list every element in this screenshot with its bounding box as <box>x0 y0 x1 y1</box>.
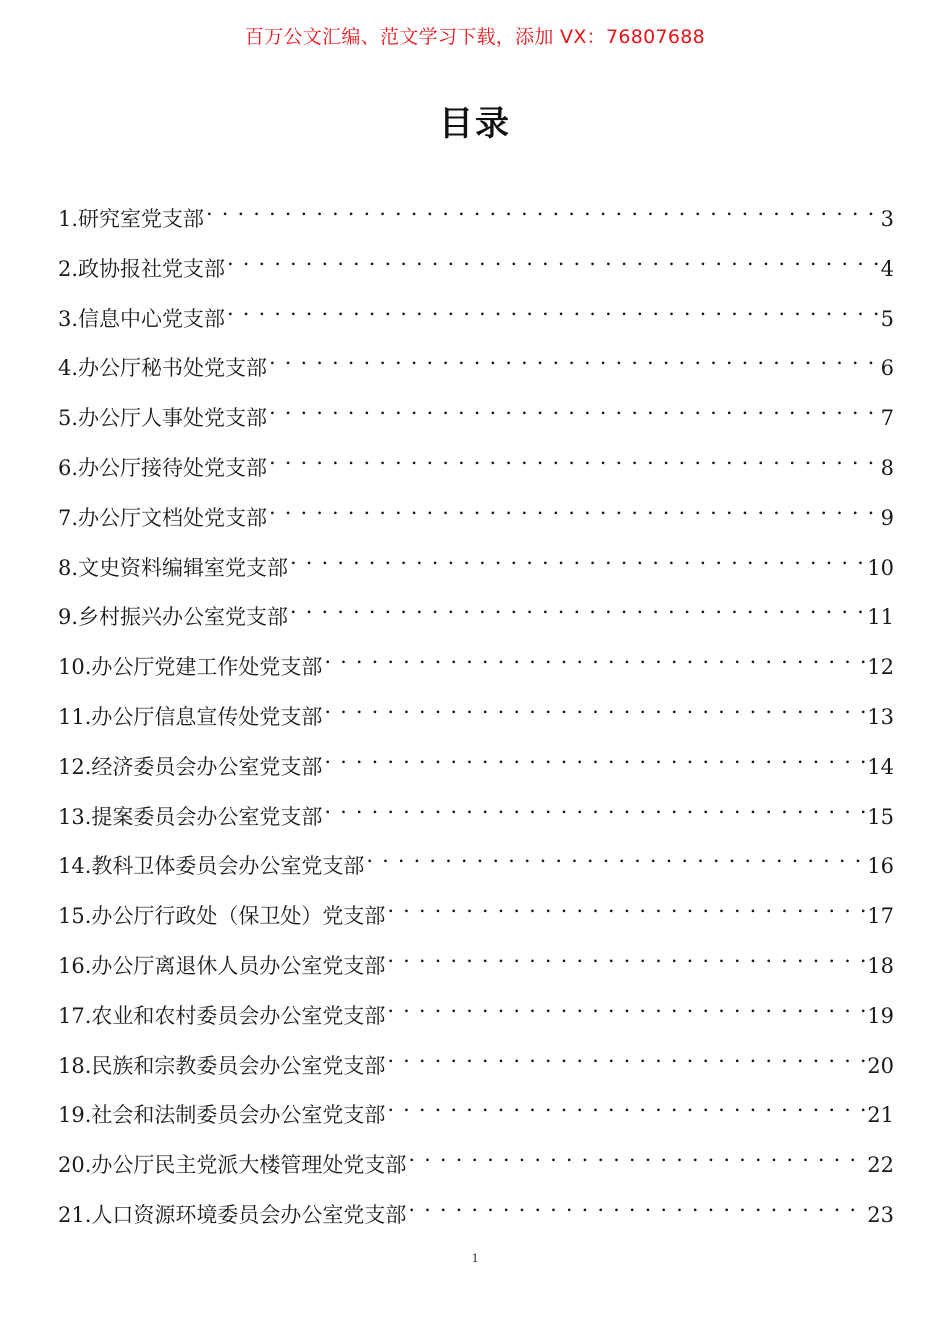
toc-entry[interactable] <box>58 638 894 688</box>
toc-entry-page: 17 <box>867 904 894 929</box>
toc-entry-page: 6 <box>880 356 894 381</box>
toc-entry-page: 5 <box>880 306 894 331</box>
page-title: 目录 <box>439 104 511 144</box>
header-banner: 百万公文汇编、范文学习下载，添加 VX：76807688 <box>244 26 706 48</box>
toc-entry-page: 13 <box>867 704 894 729</box>
toc-dot-leader <box>227 290 879 326</box>
toc-dot-leader <box>269 439 879 475</box>
toc-entry-label: 12.经济委员会办公室党支部 <box>58 754 323 779</box>
toc-dot-leader <box>387 1037 865 1073</box>
toc-entry-label: 13.提案委员会办公室党支部 <box>58 804 323 829</box>
toc-entry-label: 15.办公厅行政处（保卫处）党支部 <box>58 904 386 929</box>
toc-dot-leader <box>408 1186 865 1222</box>
toc-entry-page: 22 <box>867 1153 894 1178</box>
toc-entry-label: 20.办公厅民主党派大楼管理处党支部 <box>58 1153 407 1178</box>
toc-entry[interactable] <box>58 439 894 489</box>
page-number: 1 <box>471 1250 479 1265</box>
toc-entry-page: 14 <box>867 754 894 779</box>
toc-dot-leader <box>227 240 879 276</box>
toc-entry-page: 15 <box>867 804 894 829</box>
toc-dot-leader <box>324 738 865 774</box>
toc-entry[interactable] <box>58 738 894 788</box>
toc-entry[interactable] <box>58 788 894 838</box>
toc-dot-leader <box>269 489 879 525</box>
toc-entry-page: 12 <box>867 655 894 680</box>
toc-entry-label: 11.办公厅信息宣传处党支部 <box>58 704 323 729</box>
toc-entry-page: 8 <box>880 455 894 480</box>
table-of-contents <box>58 190 894 1236</box>
toc-dot-leader <box>387 1086 865 1122</box>
toc-entry-page: 16 <box>867 854 894 879</box>
toc-entry-page: 7 <box>880 406 894 431</box>
toc-entry[interactable] <box>58 1086 894 1136</box>
toc-entry-label: 2.政协报社党支部 <box>58 256 226 281</box>
toc-entry-label: 1.研究室党支部 <box>58 207 205 231</box>
toc-entry-label: 10.办公厅党建工作处党支部 <box>58 655 323 680</box>
toc-dot-leader <box>366 837 865 873</box>
toc-entry[interactable] <box>58 489 894 539</box>
toc-dot-leader <box>290 539 865 575</box>
toc-dot-leader <box>324 788 865 824</box>
toc-entry-label: 18.民族和宗教委员会办公室党支部 <box>58 1053 386 1078</box>
toc-dot-leader <box>290 588 865 624</box>
toc-dot-leader <box>206 190 879 226</box>
toc-entry-label: 21.人口资源环境委员会办公室党支部 <box>58 1202 407 1227</box>
toc-entry-page: 3 <box>880 207 894 231</box>
toc-entry-label: 7.办公厅文档处党支部 <box>58 505 268 530</box>
toc-entry[interactable] <box>58 588 894 638</box>
toc-entry-label: 5.办公厅人事处党支部 <box>58 406 268 431</box>
toc-entry[interactable] <box>58 389 894 439</box>
toc-entry[interactable] <box>58 1037 894 1087</box>
toc-entry[interactable] <box>58 688 894 738</box>
toc-entry[interactable] <box>58 1136 894 1186</box>
toc-entry[interactable] <box>58 837 894 887</box>
toc-entry-label: 4.办公厅秘书处党支部 <box>58 356 268 381</box>
toc-entry-page: 11 <box>867 605 894 630</box>
toc-entry[interactable] <box>58 987 894 1037</box>
toc-entry-page: 18 <box>867 953 894 978</box>
toc-entry[interactable] <box>58 1186 894 1236</box>
toc-dot-leader <box>387 987 865 1023</box>
toc-entry-label: 3.信息中心党支部 <box>58 306 226 331</box>
toc-entry-page: 21 <box>867 1103 894 1128</box>
toc-entry-label: 19.社会和法制委员会办公室党支部 <box>58 1103 386 1128</box>
toc-dot-leader <box>408 1136 865 1172</box>
toc-entry-page: 23 <box>867 1202 894 1227</box>
toc-dot-leader <box>324 638 865 674</box>
toc-dot-leader <box>387 937 865 973</box>
toc-entry-label: 8.文史资料编辑室党支部 <box>58 555 289 580</box>
toc-entry[interactable] <box>58 190 894 240</box>
toc-entry-label: 9.乡村振兴办公室党支部 <box>58 605 289 630</box>
toc-entry-label: 14.教科卫体委员会办公室党支部 <box>58 854 365 879</box>
toc-entry-page: 10 <box>867 555 894 580</box>
toc-entry[interactable] <box>58 937 894 987</box>
toc-entry-label: 16.办公厅离退休人员办公室党支部 <box>58 953 386 978</box>
toc-dot-leader <box>387 887 865 923</box>
toc-entry-label: 17.农业和农村委员会办公室党支部 <box>58 1003 386 1028</box>
toc-entry[interactable] <box>58 339 894 389</box>
toc-entry[interactable] <box>58 290 894 340</box>
toc-dot-leader <box>269 389 879 425</box>
toc-entry[interactable] <box>58 887 894 937</box>
toc-dot-leader <box>324 688 865 724</box>
toc-dot-leader <box>269 339 879 375</box>
toc-entry-page: 19 <box>867 1003 894 1028</box>
toc-entry-label: 6.办公厅接待处党支部 <box>58 455 268 480</box>
toc-entry-page: 4 <box>880 256 894 281</box>
toc-entry-page: 9 <box>880 505 894 530</box>
toc-entry[interactable] <box>58 240 894 290</box>
toc-entry[interactable] <box>58 539 894 589</box>
toc-entry-page: 20 <box>867 1053 894 1078</box>
